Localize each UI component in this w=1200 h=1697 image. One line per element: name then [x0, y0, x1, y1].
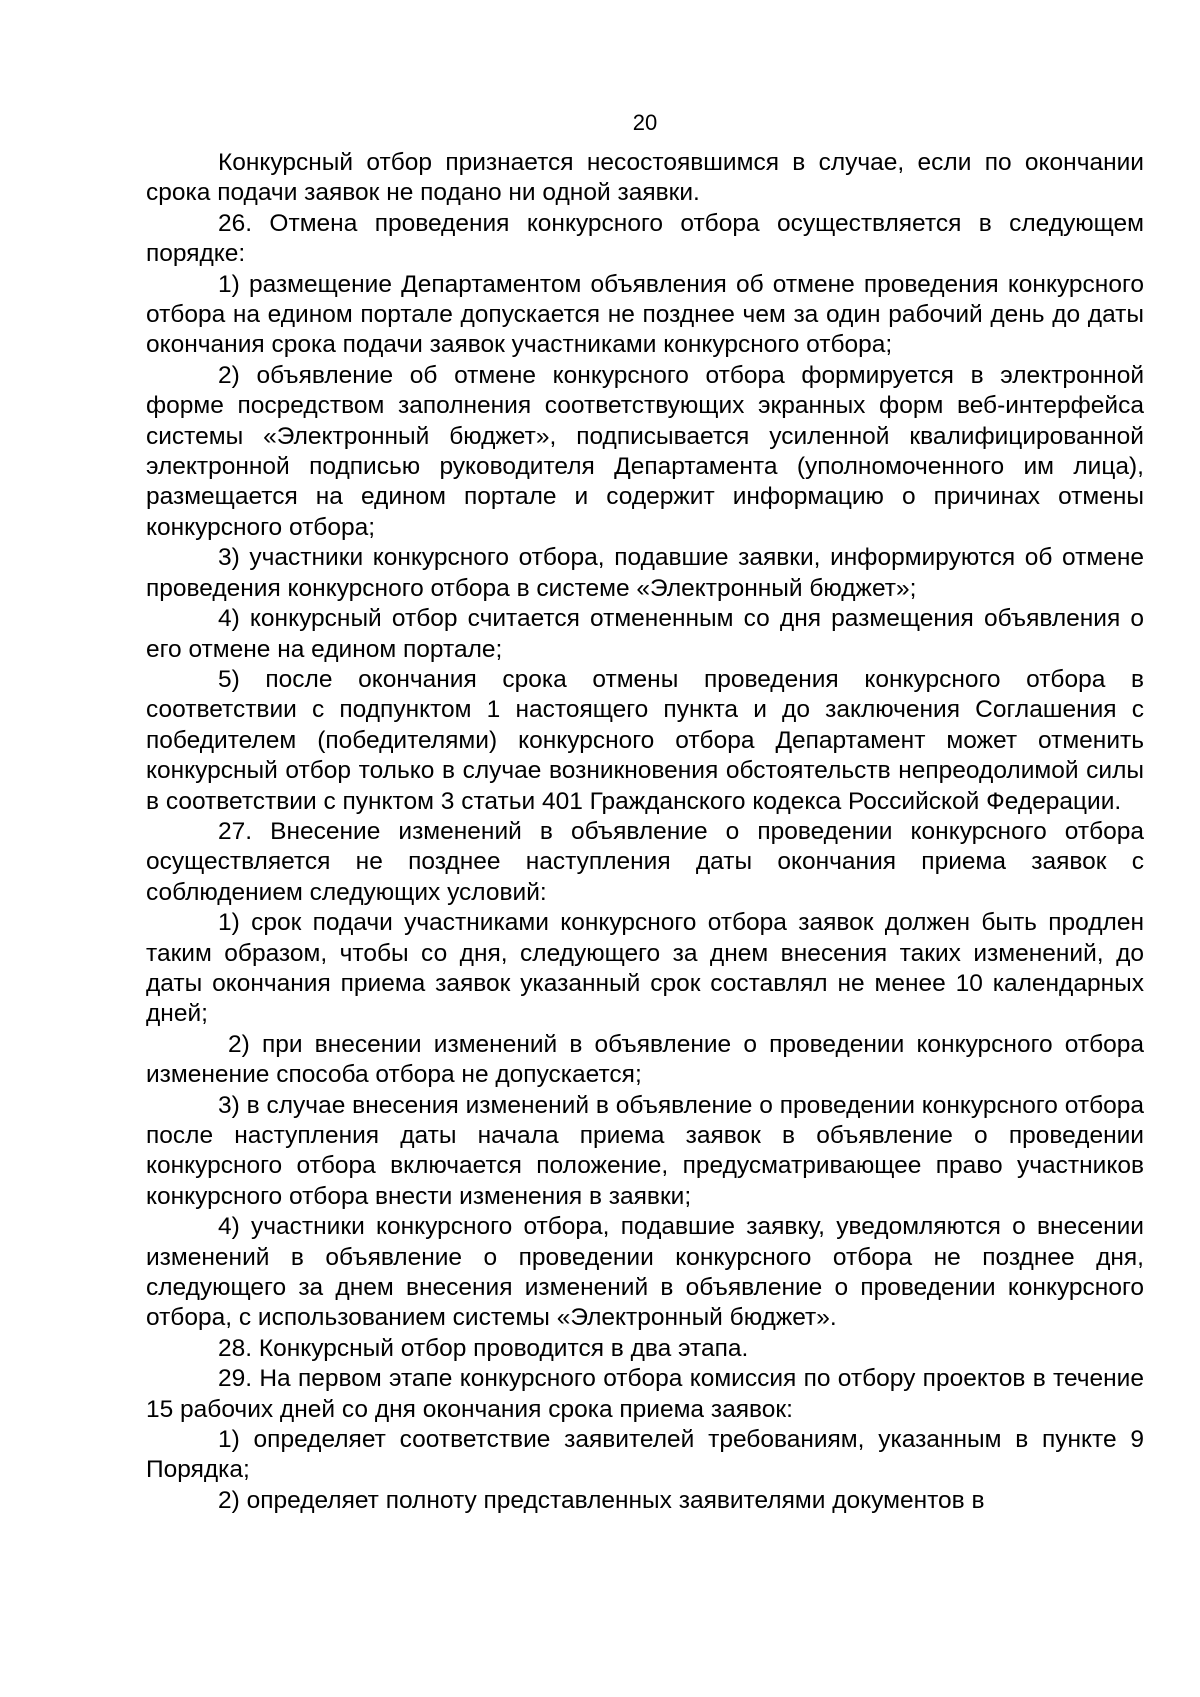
paragraph-27-item-1: 1) срок подачи участниками конкурсного отбора заявок должен быть продлен таким образом, чтобы со дня, следующего за днем внесения таких изменений, до даты окончания приема заявок указанный срок составлял не менее 10 календарных дней;: [146, 909, 1144, 1028]
paragraph-27-item-3: 3) в случае внесения изменений в объявление о проведении конкурсного отбора после наступления даты начала приема заявок в объявление о проведении конкурсного отбора включается положение, предусматривающее право участников конкурсного отбора внести изменения в заявки;: [146, 1091, 1144, 1210]
page-number: 20: [632, 110, 658, 135]
paragraph-26-item-2: 2) объявление об отмене конкурсного отбора формируется в электронной форме посредством заполнения соответствующих экранных форм веб-интерфейса системы «Электронный бюджет», подписывается усиленной квалифицированной электронной подписью руководителя Департамента (уполномоченного им лица), размещается на едином портале и содержит информацию о причинах отмены конкурсного отбора;: [146, 361, 1144, 541]
paragraph-29: 29. На первом этапе конкурсного отбора комиссия по отбору проектов в течение 15 рабочих дней со дня окончания срока приема заявок:: [146, 1365, 1144, 1423]
paragraph-27: 27. Внесение изменений в объявление о проведении конкурсного отбора осуществляется не позднее наступления даты окончания приема заявок с соблюдением следующих условий:: [146, 817, 1144, 906]
paragraph-28: 28. Конкурсный отбор проводится в два этапа.: [218, 1334, 749, 1362]
paragraph-26-item-1: 1) размещение Департаментом объявления об отмене проведения конкурсного отбора на едином портале допускается не позднее чем за один рабочий день до даты окончания срока подачи заявок участниками конкурсного отбора;: [146, 270, 1144, 359]
paragraph-26-item-4: 4) конкурсный отбор считается отмененным со дня размещения объявления о его отмене на едином портале;: [146, 605, 1144, 663]
paragraph-26-item-3: 3) участники конкурсного отбора, подавшие заявки, информируются об отмене проведения конкурсного отбора в системе «Электронный бюджет»;: [146, 544, 1144, 602]
paragraph-not-held: Конкурсный отбор признается несостоявшимся в случае, если по окончании срока подачи заявок не подано ни одной заявки.: [146, 149, 1144, 207]
paragraph-29-item-1: 1) определяет соответствие заявителей требованиям, указанным в пункте 9 Порядка;: [146, 1426, 1144, 1484]
paragraph-26-item-5: 5) после окончания срока отмены проведения конкурсного отбора в соответствии с подпунктом 1 настоящего пункта и до заключения Соглашения с победителем (победителями) конкурсного отбора Департамент может отменить конкурсный отбор только в случае возникновения обстоятельств непреодолимой силы в соответствии с пунктом 3 статьи 401 Гражданского кодекса Российской Федерации.: [146, 665, 1144, 815]
paragraph-27-item-2: 2) при внесении изменений в объявление о проведении конкурсного отбора изменение способа отбора не допускается;: [146, 1030, 1144, 1089]
paragraph-26: 26. Отмена проведения конкурсного отбора осуществляется в следующем порядке:: [146, 209, 1144, 268]
paragraph-27-item-4: 4) участники конкурсного отбора, подавшие заявку, уведомляются о внесении изменений в объявление о проведении конкурсного отбора не позднее дня, следующего за днем внесения изменений в объявление о проведении конкурсного отбора, с использованием системы «Электронный бюджет».: [146, 1213, 1144, 1332]
document-page: [146, 110, 1144, 1516]
paragraph-29-item-2: 2) определяет полноту представленных заявителями документов в: [218, 1486, 985, 1514]
